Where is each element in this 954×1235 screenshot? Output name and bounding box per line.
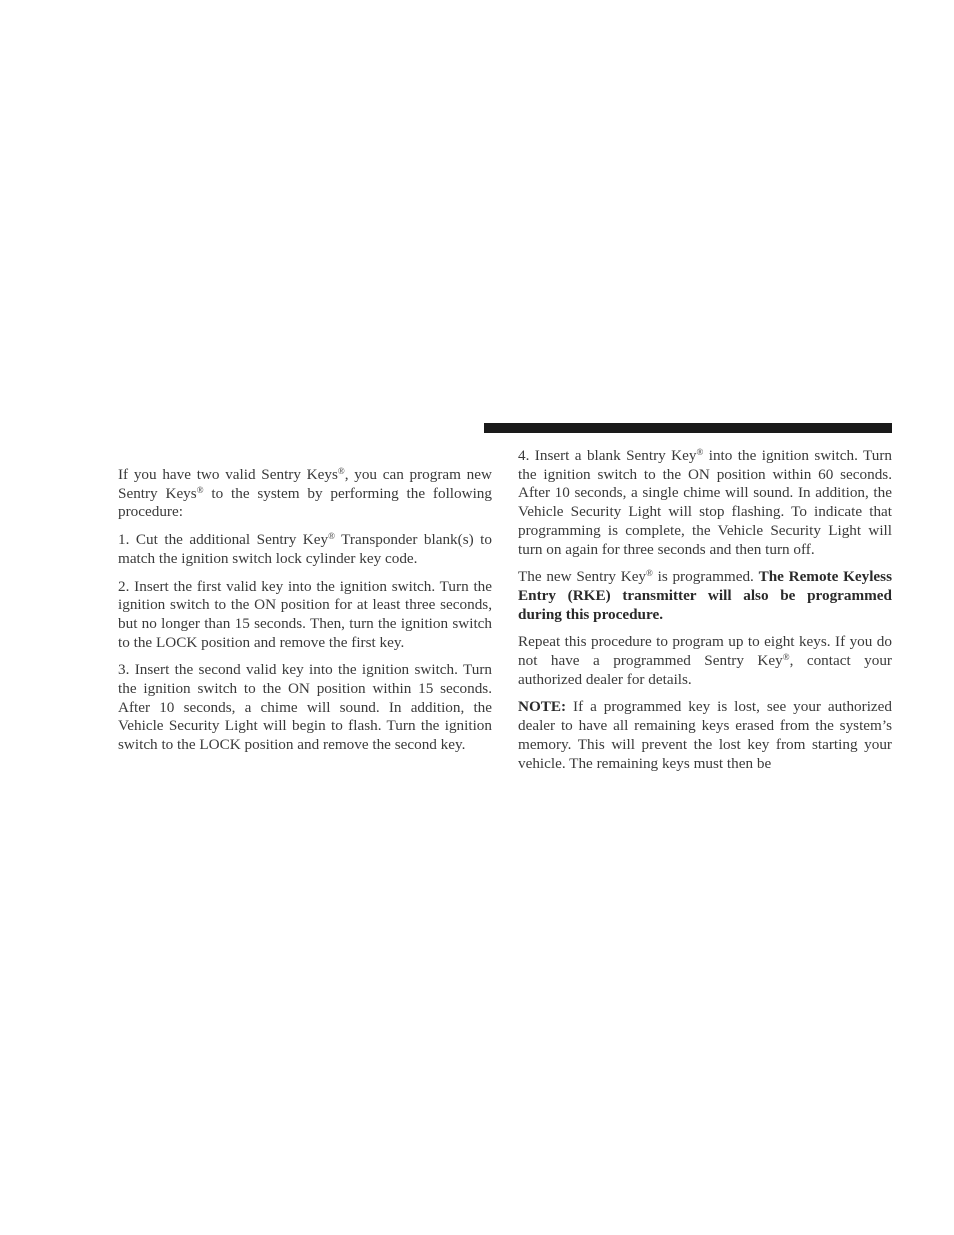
repeat-text-a: Repeat this procedure to program up to eight keys. If you do not have a programmed Sentry Key [518,633,892,670]
registered-mark: ® [328,531,335,542]
step-1-paragraph [118,531,492,568]
step-4-text-b: into the ignition switch. Turn the ignition switch to the ON position within 60 seconds. After 10 seconds, a single chime will sound. In addition, the Vehicle Security Light will stop flashing. To indicate that programming is complete, the Vehicle Security Light will turn on again for three seconds and then turn off. [518,447,892,558]
step-4-paragraph [518,447,892,559]
intro-text-c: to the system by performing the following procedure: [118,484,492,521]
step-1-text-b: Transponder blank(s) to match the ignition switch lock cylinder key code. [118,531,492,567]
note-paragraph [518,698,892,773]
left-column [118,466,492,764]
step-2-paragraph: 2. Insert the first valid key into the ignition switch. Turn the ignition switch to the ON position for at least three seconds, but no longer than 15 seconds. Then, turn the ignition switch to the LOCK position and remove the first key. [118,577,492,651]
registered-mark: ® [646,568,653,579]
intro-text-b: , you can program new Sentry Keys [118,466,492,502]
repeat-text-b: , contact your authorized dealer for details. [518,652,892,688]
registered-mark: ® [337,466,345,476]
intro-paragraph [118,466,492,522]
intro-text-a: If you have two valid Sentry Keys [118,466,338,483]
programmed-paragraph [518,568,892,624]
programmed-text-a: The new Sentry Key [518,568,647,586]
note-text: If a programmed key is lost, see your authorized dealer to have all remaining keys erased from the system’s memory. This will prevent the lost key from starting your vehicle. The remaining keys must then be [518,698,892,772]
programmed-text-b: is programmed. [652,568,759,586]
rke-warning-bold: The Remote Keyless Entry (RKE) transmitter will also be programmed during this procedure. [518,568,892,623]
step-4-text-a: 4. Insert a blank Sentry Key [518,447,697,464]
registered-mark: ® [696,447,704,457]
note-label: NOTE: [518,698,567,716]
registered-mark: ® [782,652,790,663]
step-1-text-a: 1. Cut the additional Sentry Key [118,531,329,549]
step-3-paragraph: 3. Insert the second valid key into the ignition switch. Turn the ignition switch to the ON position within 15 seconds. After 10 seconds, a chime will sound. In addition, the Vehicle Security Light will begin to flash. Turn the ignition switch to the LOCK position and remove the second key. [118,661,492,754]
repeat-paragraph [518,633,892,689]
section-rule [484,423,892,433]
right-column [518,447,892,782]
registered-mark: ® [196,484,204,495]
